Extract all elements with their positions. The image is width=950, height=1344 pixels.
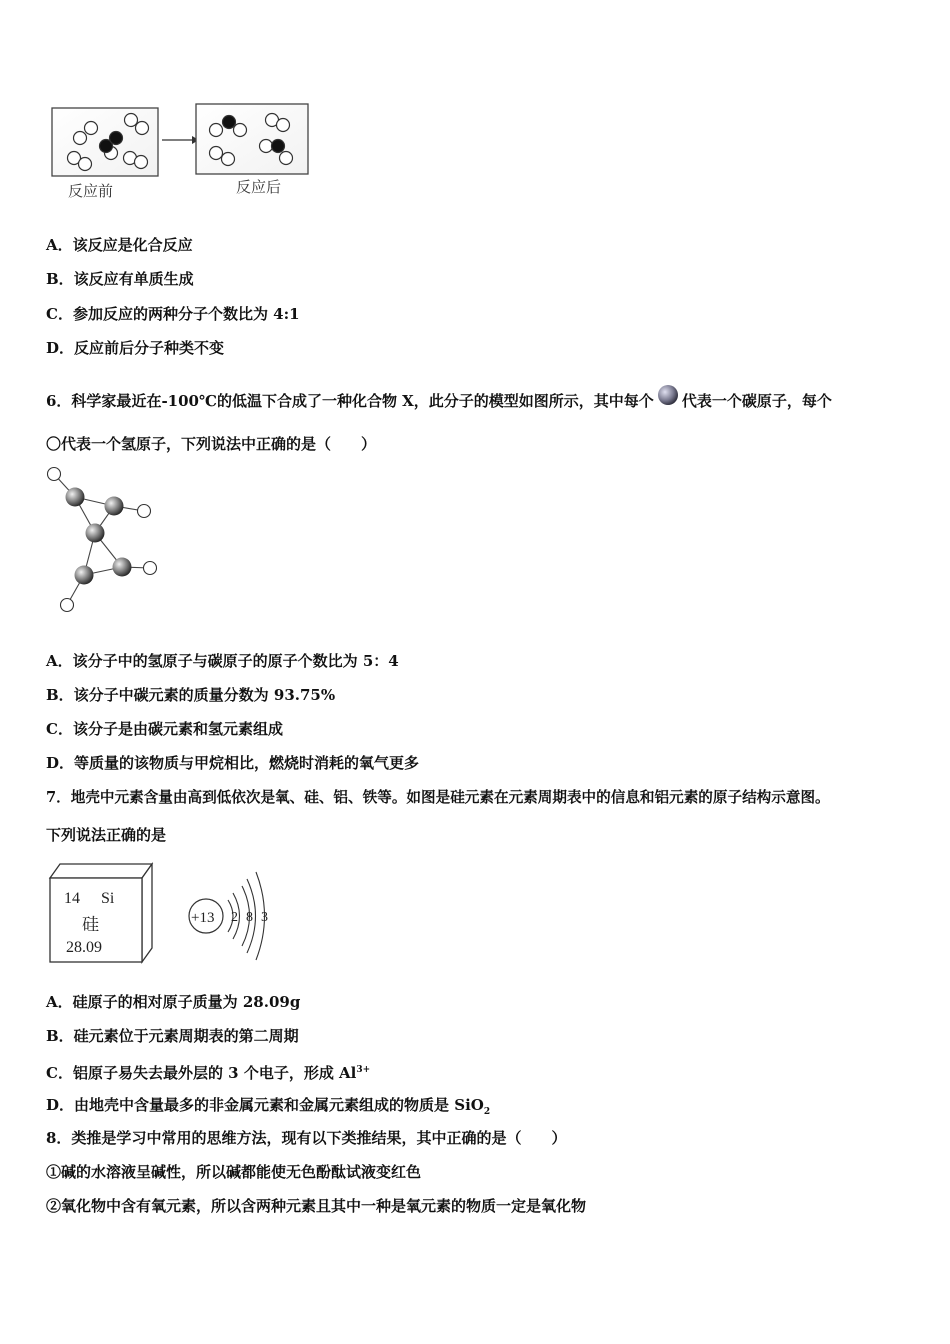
q7-option-d-text: D．由地壳中含量最多的非金属元素和金属元素组成的物质是 SiO — [46, 1096, 484, 1114]
carbon-atom — [113, 558, 132, 577]
before-label: 反应前 — [68, 182, 114, 200]
carbon-atom — [86, 524, 105, 543]
q7-option-d — [46, 1095, 490, 1122]
shell-3-count: 3 — [261, 910, 268, 925]
q6-option-d: D．等质量的该物质与甲烷相比，燃烧时消耗的氧气更多 — [46, 754, 420, 772]
molecule-model-figure — [44, 462, 164, 618]
nucleus-charge: +13 — [191, 910, 215, 926]
q7-option-d-subscript: 2 — [483, 1107, 491, 1117]
q7-option-a: A．硅原子的相对原子质量为 28.09g — [46, 993, 301, 1011]
q8-stem: 8．类推是学习中常用的思维方法，现有以下类推结果，其中正确的是（ ） — [46, 1129, 567, 1147]
q6-option-a: A．该分子中的氢原子与碳原子的原子个数比为 5：4 — [46, 652, 399, 670]
molecule-model — [44, 462, 164, 618]
after-label: 反应后 — [236, 178, 282, 196]
q8-item-2: ②氧化物中含有氧元素，所以含两种元素且其中一种是氧元素的物质一定是氧化物 — [46, 1197, 587, 1215]
q6-option-b: B．该分子中碳元素的质量分数为 93.75% — [46, 686, 336, 704]
element-number: 14 — [64, 890, 80, 907]
q6-stem-line2: 〇代表一个氢原子，下列说法中正确的是（ ） — [46, 435, 377, 453]
carbon-atom — [75, 566, 94, 585]
element-symbol: Si — [101, 890, 115, 907]
q6-option-c: C．该分子是由碳元素和氢元素组成 — [46, 720, 283, 738]
q5-option-b: B．该反应有单质生成 — [46, 270, 194, 288]
hydrogen-atom — [144, 562, 157, 575]
q7-option-b: B．硅元素位于元素周期表的第二周期 — [46, 1027, 299, 1045]
atom-structure-figure — [180, 860, 275, 968]
q6-stem-part2: 代表一个碳原子，每个 — [681, 392, 832, 410]
q5-option-c: C．参加反应的两种分子个数比为 4:1 — [46, 305, 300, 323]
q7-option-c-charge: 3+ — [356, 1065, 371, 1075]
carbon-atom-icon — [656, 385, 680, 409]
hydrogen-atom — [61, 599, 74, 612]
q7-option-c — [46, 1060, 370, 1083]
q8-item-1: ①碱的水溶液呈碱性，所以碱都能使无色酚酞试液变红色 — [46, 1163, 422, 1181]
q7-option-c-text: C．铝原子易失去最外层的 3 个电子，形成 Al — [46, 1064, 357, 1082]
q6-stem-part1: 6．科学家最近在-100℃的低温下合成了一种化合物 X，此分子的模型如图所示，其中每个 — [46, 392, 654, 410]
q7-stem-line2: 下列说法正确的是 — [46, 826, 167, 844]
after-box — [196, 104, 308, 174]
periodic-element-figure — [46, 858, 158, 966]
shell-2-count: 8 — [246, 910, 253, 925]
q6-stem-line1 — [46, 385, 832, 411]
q5-option-d: D．反应前后分子种类不变 — [46, 339, 225, 357]
q5-option-a: A．该反应是化合反应 — [46, 236, 193, 254]
q7-stem-line1: 7．地壳中元素含量由高到低依次是氧、硅、铝、铁等。如图是硅元素在元素周期表中的信息和铝元素的原子结构示意图。 — [46, 789, 830, 806]
element-mass: 28.09 — [66, 939, 102, 956]
hydrogen-atom — [138, 505, 151, 518]
shell-1-count: 2 — [231, 910, 238, 925]
carbon-atom — [105, 497, 124, 516]
element-name: 硅 — [82, 915, 99, 934]
carbon-atom — [66, 488, 85, 507]
hydrogen-atom — [48, 468, 61, 481]
